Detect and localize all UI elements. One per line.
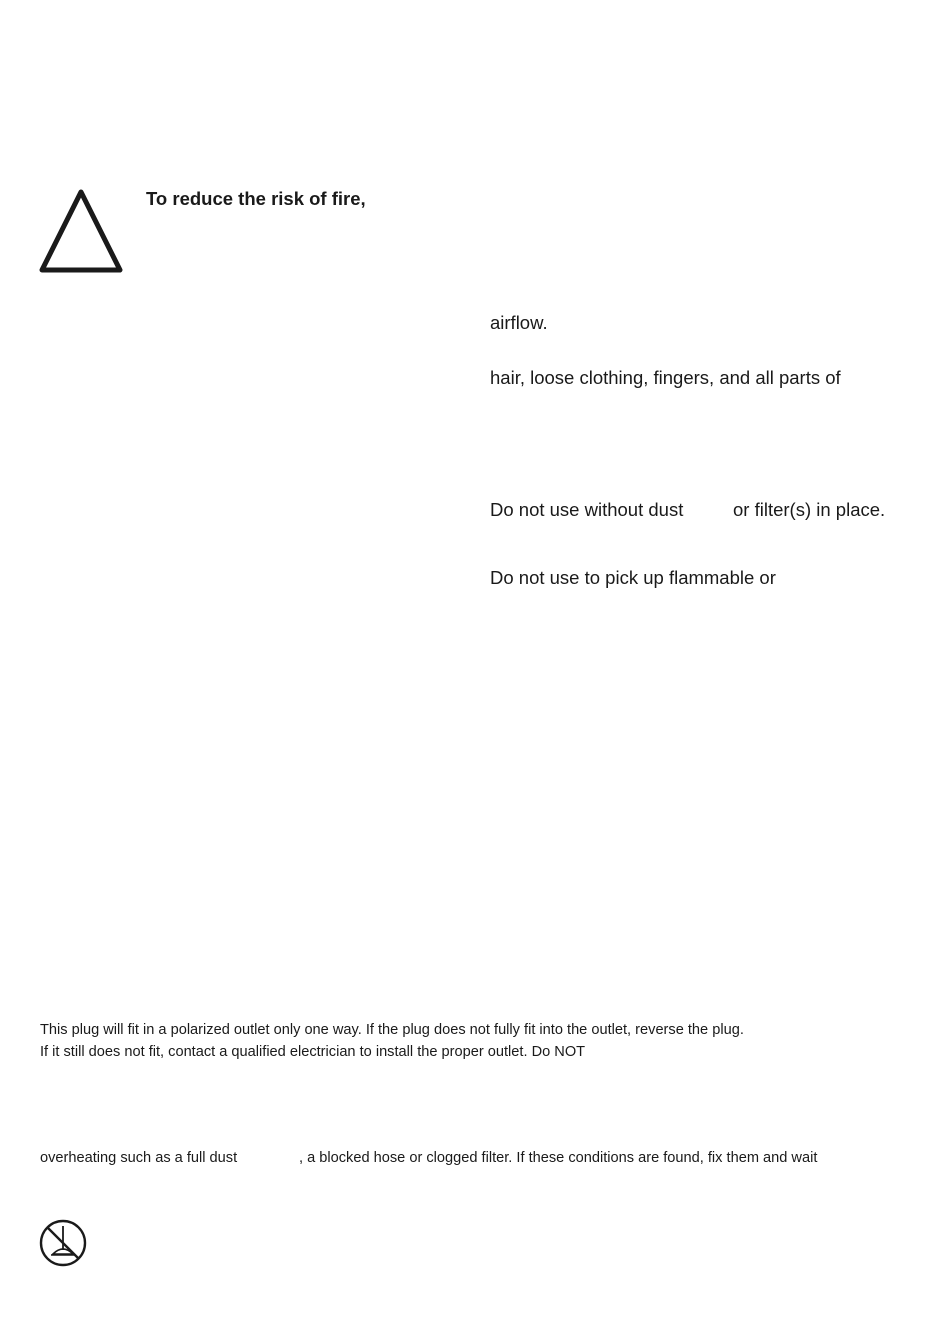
warning-triangle-icon: [36, 186, 126, 278]
plug-note-line-2: If it still does not fit, contact a qualified electrician to install the proper outlet. Do NOT: [40, 1044, 586, 1060]
dust-line-end: or filter(s) in place.: [733, 499, 886, 520]
hair-clothing-line: hair, loose clothing, fingers, and all parts of: [490, 367, 841, 388]
no-wet-pickup-icon: [38, 1218, 90, 1268]
warning-heading: To reduce the risk of fire,: [146, 188, 366, 209]
dust-line-start: Do not use without dust: [490, 499, 684, 520]
plug-note-line-1: This plug will fit in a polarized outlet only one way. If the plug does not fully fit into the outlet, reverse the plug.: [40, 1022, 744, 1038]
flammable-line: Do not use to pick up flammable or: [490, 567, 776, 588]
overheat-note-start: overheating such as a full dust: [40, 1150, 238, 1166]
overheat-note-end: , a blocked hose or clogged filter. If these conditions are found, fix them and wait: [299, 1150, 818, 1166]
airflow-line: airflow.: [490, 312, 548, 333]
